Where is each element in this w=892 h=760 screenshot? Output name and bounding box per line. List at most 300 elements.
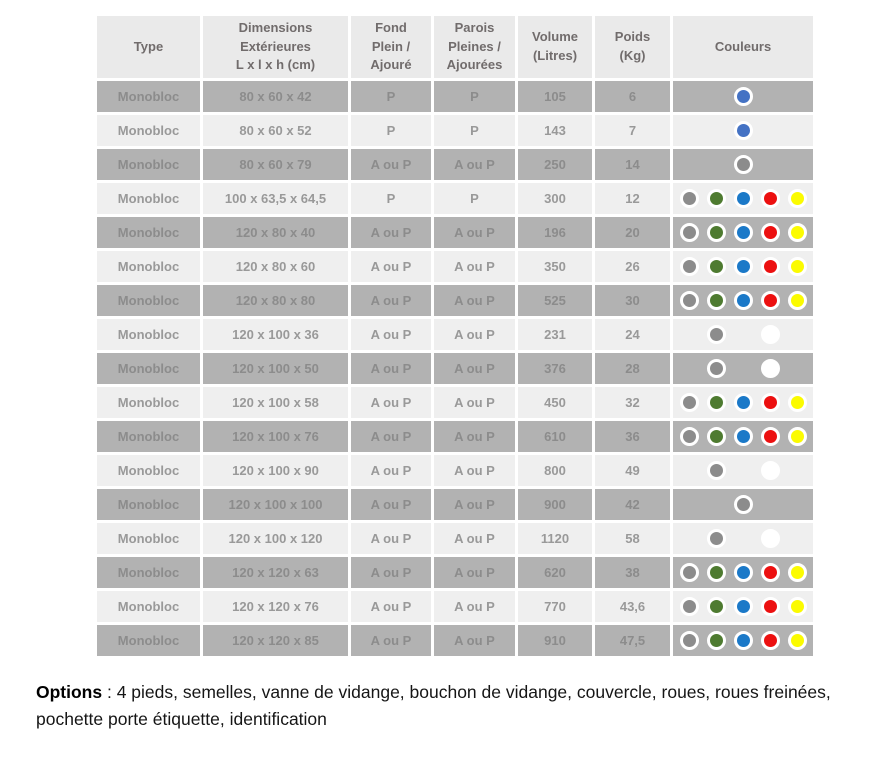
color-dot-gray-icon	[680, 393, 699, 412]
color-dots	[675, 253, 811, 280]
color-dot-blue-icon	[734, 291, 753, 310]
color-dot-slot	[703, 593, 730, 620]
cell-fond: A ou P	[351, 217, 431, 248]
color-dot-slot	[730, 185, 757, 212]
cell-dimensions: 80 x 60 x 42	[203, 81, 348, 112]
table-row	[97, 285, 813, 316]
cell-volume: 1120	[518, 523, 592, 554]
color-dot-slot	[703, 491, 730, 518]
table-row	[97, 625, 813, 656]
color-dot-yellow-icon	[788, 189, 807, 208]
color-dot-gray-icon	[680, 563, 699, 582]
cell-fond: A ou P	[351, 591, 431, 622]
header-fond: Fond Plein / Ajouré	[351, 16, 431, 78]
color-dots	[675, 627, 811, 654]
cell-poids: 58	[595, 523, 670, 554]
color-dot-slot	[757, 83, 784, 110]
cell-type: Monobloc	[97, 353, 200, 384]
color-dot-slot	[703, 185, 730, 212]
color-dot-yellow-icon	[788, 631, 807, 650]
color-dot-slot	[784, 423, 811, 450]
cell-parois: A ou P	[434, 489, 515, 520]
color-dot-slot	[703, 525, 730, 552]
cell-type: Monobloc	[97, 149, 200, 180]
color-dot-slot	[703, 151, 730, 178]
color-dot-slot	[730, 627, 757, 654]
color-dot-slot	[784, 355, 811, 382]
cell-poids: 49	[595, 455, 670, 486]
color-dot-slot	[676, 593, 703, 620]
cell-dimensions: 120 x 100 x 120	[203, 523, 348, 554]
cell-couleurs	[673, 387, 813, 418]
color-dot-yellow-icon	[788, 597, 807, 616]
header-type	[97, 16, 200, 78]
cell-poids: 30	[595, 285, 670, 316]
cell-type: Monobloc	[97, 183, 200, 214]
color-dot-slot	[784, 491, 811, 518]
color-dots	[675, 559, 811, 586]
color-dot-slot	[757, 321, 784, 348]
cell-dimensions: 80 x 60 x 52	[203, 115, 348, 146]
color-dot-slot	[757, 355, 784, 382]
color-dot-slot	[784, 253, 811, 280]
color-dot-slot	[703, 321, 730, 348]
color-dot-yellow-icon	[788, 563, 807, 582]
color-dot-slot	[676, 423, 703, 450]
color-dot-slot	[730, 457, 757, 484]
color-dot-gray-icon	[680, 631, 699, 650]
table-row	[97, 115, 813, 146]
table-row	[97, 557, 813, 588]
color-dot-gray-icon	[707, 529, 726, 548]
color-dot-slot	[757, 185, 784, 212]
color-dot-white-icon	[761, 529, 780, 548]
color-dot-slot	[676, 525, 703, 552]
color-dot-red-icon	[761, 563, 780, 582]
cell-fond: A ou P	[351, 421, 431, 452]
color-dot-yellow-icon	[788, 427, 807, 446]
cell-parois: A ou P	[434, 625, 515, 656]
color-dots	[675, 117, 811, 144]
color-dots	[675, 355, 811, 382]
color-dots	[675, 287, 811, 314]
cell-couleurs	[673, 591, 813, 622]
color-dot-slot	[784, 627, 811, 654]
color-dot-slot	[676, 321, 703, 348]
color-dot-slot	[676, 253, 703, 280]
cell-couleurs	[673, 557, 813, 588]
table-row	[97, 421, 813, 452]
color-dot-blue-icon	[734, 393, 753, 412]
cell-poids: 36	[595, 421, 670, 452]
cell-volume: 525	[518, 285, 592, 316]
color-dot-slot	[676, 627, 703, 654]
color-dot-slot	[676, 559, 703, 586]
color-dot-slot	[703, 627, 730, 654]
table-row	[97, 251, 813, 282]
color-dot-slot	[757, 559, 784, 586]
cell-type: Monobloc	[97, 591, 200, 622]
cell-volume: 300	[518, 183, 592, 214]
cell-parois: A ou P	[434, 421, 515, 452]
color-dot-gray-icon	[680, 257, 699, 276]
table-row	[97, 455, 813, 486]
options-note	[36, 679, 892, 733]
color-dot-slot	[757, 457, 784, 484]
options-note-label: Options	[36, 682, 103, 702]
color-dot-green-icon	[707, 189, 726, 208]
color-dot-slot	[757, 287, 784, 314]
cell-dimensions: 120 x 100 x 90	[203, 455, 348, 486]
color-dot-slot	[757, 593, 784, 620]
color-dots	[675, 151, 811, 178]
color-dots	[675, 457, 811, 484]
color-dot-slot	[730, 83, 757, 110]
color-dot-yellow-icon	[788, 393, 807, 412]
table-row	[97, 591, 813, 622]
color-dot-slot	[730, 253, 757, 280]
color-dot-white-icon	[761, 359, 780, 378]
color-dot-white-icon	[761, 325, 780, 344]
color-dot-slot	[730, 151, 757, 178]
color-dot-green-icon	[707, 393, 726, 412]
cell-parois: A ou P	[434, 455, 515, 486]
color-dot-slot	[784, 83, 811, 110]
color-dot-red-icon	[761, 291, 780, 310]
color-dot-slot	[784, 185, 811, 212]
cell-volume: 350	[518, 251, 592, 282]
color-dot-blue-icon	[734, 563, 753, 582]
cell-fond: A ou P	[351, 387, 431, 418]
cell-couleurs	[673, 149, 813, 180]
cell-couleurs	[673, 625, 813, 656]
color-dot-gray-icon	[734, 495, 753, 514]
color-dots	[675, 491, 811, 518]
spec-table-container	[94, 13, 892, 659]
color-dot-gray-icon	[680, 597, 699, 616]
cell-poids: 20	[595, 217, 670, 248]
cell-fond: A ou P	[351, 523, 431, 554]
cell-poids: 42	[595, 489, 670, 520]
cell-fond: P	[351, 81, 431, 112]
color-dot-blue-icon	[734, 223, 753, 242]
cell-type: Monobloc	[97, 285, 200, 316]
color-dot-blue_single-icon	[734, 121, 753, 140]
color-dot-slot	[784, 321, 811, 348]
spec-table	[94, 13, 816, 659]
cell-volume: 376	[518, 353, 592, 384]
cell-fond: P	[351, 183, 431, 214]
color-dot-slot	[757, 151, 784, 178]
color-dot-slot	[730, 593, 757, 620]
cell-dimensions: 120 x 100 x 58	[203, 387, 348, 418]
cell-parois: A ou P	[434, 591, 515, 622]
color-dot-slot	[784, 389, 811, 416]
color-dot-gray-icon	[680, 189, 699, 208]
cell-poids: 7	[595, 115, 670, 146]
cell-couleurs	[673, 319, 813, 350]
color-dot-slot	[703, 355, 730, 382]
cell-fond: A ou P	[351, 285, 431, 316]
color-dots	[675, 525, 811, 552]
color-dot-yellow-icon	[788, 257, 807, 276]
header-dimensions: Dimensions Extérieures L x l x h (cm)	[203, 16, 348, 78]
cell-volume: 800	[518, 455, 592, 486]
cell-type: Monobloc	[97, 489, 200, 520]
cell-dimensions: 120 x 100 x 50	[203, 353, 348, 384]
table-row	[97, 149, 813, 180]
table-row	[97, 217, 813, 248]
color-dot-slot	[757, 389, 784, 416]
cell-poids: 32	[595, 387, 670, 418]
color-dot-green-icon	[707, 427, 726, 446]
color-dot-gray-icon	[680, 223, 699, 242]
color-dot-green-icon	[707, 257, 726, 276]
table-row	[97, 523, 813, 554]
cell-volume: 231	[518, 319, 592, 350]
color-dot-slot	[730, 389, 757, 416]
cell-volume: 610	[518, 421, 592, 452]
color-dot-slot	[703, 423, 730, 450]
table-row	[97, 183, 813, 214]
cell-poids: 6	[595, 81, 670, 112]
cell-couleurs	[673, 251, 813, 282]
table-row	[97, 319, 813, 350]
table-row	[97, 489, 813, 520]
cell-parois: A ou P	[434, 285, 515, 316]
color-dot-slot	[703, 219, 730, 246]
color-dot-slot	[784, 117, 811, 144]
cell-fond: A ou P	[351, 149, 431, 180]
color-dot-slot	[703, 253, 730, 280]
cell-parois: A ou P	[434, 353, 515, 384]
color-dot-slot	[676, 117, 703, 144]
color-dot-slot	[676, 219, 703, 246]
cell-dimensions: 80 x 60 x 79	[203, 149, 348, 180]
cell-dimensions: 120 x 100 x 36	[203, 319, 348, 350]
color-dot-slot	[730, 423, 757, 450]
header-couleurs: Couleurs	[673, 16, 813, 78]
cell-type: Monobloc	[97, 523, 200, 554]
cell-poids: 38	[595, 557, 670, 588]
color-dot-slot	[757, 491, 784, 518]
color-dot-blue-icon	[734, 427, 753, 446]
cell-parois: P	[434, 81, 515, 112]
cell-type: Monobloc	[97, 251, 200, 282]
color-dot-blue-icon	[734, 597, 753, 616]
color-dot-blue-icon	[734, 257, 753, 276]
cell-fond: A ou P	[351, 251, 431, 282]
cell-couleurs	[673, 489, 813, 520]
cell-dimensions: 120 x 120 x 76	[203, 591, 348, 622]
cell-type: Monobloc	[97, 421, 200, 452]
color-dot-slot	[730, 321, 757, 348]
cell-type: Monobloc	[97, 625, 200, 656]
table-row	[97, 353, 813, 384]
cell-poids: 12	[595, 183, 670, 214]
cell-volume: 250	[518, 149, 592, 180]
color-dot-slot	[703, 457, 730, 484]
color-dot-slot	[784, 525, 811, 552]
cell-dimensions: 100 x 63,5 x 64,5	[203, 183, 348, 214]
header-type-label: Type	[133, 38, 164, 54]
cell-poids: 26	[595, 251, 670, 282]
color-dot-green-icon	[707, 291, 726, 310]
color-dot-blue-icon	[734, 631, 753, 650]
cell-dimensions: 120 x 80 x 60	[203, 251, 348, 282]
cell-type: Monobloc	[97, 217, 200, 248]
color-dot-slot	[757, 423, 784, 450]
color-dot-slot	[730, 491, 757, 518]
cell-type: Monobloc	[97, 455, 200, 486]
cell-parois: A ou P	[434, 217, 515, 248]
color-dot-slot	[676, 287, 703, 314]
color-dot-gray-icon	[707, 461, 726, 480]
cell-fond: A ou P	[351, 489, 431, 520]
cell-volume: 143	[518, 115, 592, 146]
cell-volume: 620	[518, 557, 592, 588]
color-dot-slot	[676, 389, 703, 416]
color-dot-red-icon	[761, 257, 780, 276]
cell-dimensions: 120 x 80 x 80	[203, 285, 348, 316]
color-dot-red-icon	[761, 427, 780, 446]
cell-fond: A ou P	[351, 625, 431, 656]
color-dot-red-icon	[761, 393, 780, 412]
cell-dimensions: 120 x 120 x 85	[203, 625, 348, 656]
cell-type: Monobloc	[97, 81, 200, 112]
color-dot-red-icon	[761, 597, 780, 616]
color-dot-slot	[784, 593, 811, 620]
color-dot-slot	[757, 219, 784, 246]
cell-poids: 47,5	[595, 625, 670, 656]
color-dot-slot	[784, 559, 811, 586]
color-dot-slot	[730, 355, 757, 382]
color-dot-gray-icon	[707, 325, 726, 344]
cell-couleurs	[673, 285, 813, 316]
cell-couleurs	[673, 81, 813, 112]
color-dot-red-icon	[761, 223, 780, 242]
color-dot-slot	[676, 151, 703, 178]
table-row	[97, 387, 813, 418]
cell-couleurs	[673, 353, 813, 384]
color-dots	[675, 185, 811, 212]
cell-dimensions: 120 x 100 x 76	[203, 421, 348, 452]
cell-poids: 14	[595, 149, 670, 180]
color-dot-slot	[676, 491, 703, 518]
color-dot-slot	[676, 185, 703, 212]
color-dot-yellow-icon	[788, 291, 807, 310]
color-dot-green-icon	[707, 597, 726, 616]
cell-parois: A ou P	[434, 387, 515, 418]
cell-volume: 450	[518, 387, 592, 418]
cell-volume: 196	[518, 217, 592, 248]
color-dot-slot	[784, 457, 811, 484]
color-dot-slot	[730, 559, 757, 586]
cell-dimensions: 120 x 120 x 63	[203, 557, 348, 588]
cell-fond: A ou P	[351, 353, 431, 384]
color-dot-green-icon	[707, 631, 726, 650]
cell-volume: 105	[518, 81, 592, 112]
color-dot-slot	[730, 219, 757, 246]
color-dot-red-icon	[761, 189, 780, 208]
color-dot-slot	[784, 287, 811, 314]
color-dot-slot	[730, 287, 757, 314]
color-dot-blue_single-icon	[734, 87, 753, 106]
color-dot-slot	[730, 117, 757, 144]
color-dot-slot	[703, 83, 730, 110]
cell-parois: P	[434, 115, 515, 146]
color-dots	[675, 83, 811, 110]
color-dot-slot	[757, 117, 784, 144]
cell-fond: P	[351, 115, 431, 146]
color-dots	[675, 423, 811, 450]
cell-dimensions: 120 x 100 x 100	[203, 489, 348, 520]
color-dot-white-icon	[761, 461, 780, 480]
color-dot-green-icon	[707, 223, 726, 242]
color-dots	[675, 219, 811, 246]
color-dot-yellow-icon	[788, 223, 807, 242]
cell-poids: 24	[595, 319, 670, 350]
table-header	[97, 16, 813, 78]
cell-parois: A ou P	[434, 523, 515, 554]
cell-fond: A ou P	[351, 319, 431, 350]
options-note-text: : 4 pieds, semelles, vanne de vidange, bouchon de vidange, couvercle, roues, roues freinées, pochette porte étiquette, identification	[36, 682, 831, 730]
header-poids: Poids (Kg)	[595, 16, 670, 78]
table-row	[97, 81, 813, 112]
header-volume: Volume (Litres)	[518, 16, 592, 78]
cell-couleurs	[673, 421, 813, 452]
color-dot-slot	[784, 151, 811, 178]
color-dot-gray-icon	[680, 427, 699, 446]
cell-poids: 43,6	[595, 591, 670, 622]
cell-type: Monobloc	[97, 115, 200, 146]
cell-parois: A ou P	[434, 319, 515, 350]
cell-parois: A ou P	[434, 251, 515, 282]
table-body	[97, 81, 813, 656]
color-dots	[675, 321, 811, 348]
cell-parois: P	[434, 183, 515, 214]
cell-parois: A ou P	[434, 557, 515, 588]
cell-type: Monobloc	[97, 557, 200, 588]
color-dot-gray-icon	[734, 155, 753, 174]
color-dot-slot	[757, 525, 784, 552]
color-dot-slot	[703, 117, 730, 144]
color-dots	[675, 389, 811, 416]
cell-parois: A ou P	[434, 149, 515, 180]
cell-volume: 910	[518, 625, 592, 656]
cell-couleurs	[673, 217, 813, 248]
cell-volume: 900	[518, 489, 592, 520]
cell-type: Monobloc	[97, 319, 200, 350]
cell-couleurs	[673, 523, 813, 554]
cell-poids: 28	[595, 353, 670, 384]
color-dot-slot	[676, 83, 703, 110]
color-dot-gray-icon	[680, 291, 699, 310]
cell-volume: 770	[518, 591, 592, 622]
cell-couleurs	[673, 115, 813, 146]
header-parois: Parois Pleines / Ajourées	[434, 16, 515, 78]
color-dot-gray-icon	[707, 359, 726, 378]
cell-couleurs	[673, 455, 813, 486]
cell-couleurs	[673, 183, 813, 214]
color-dot-blue-icon	[734, 189, 753, 208]
color-dot-slot	[730, 525, 757, 552]
color-dot-slot	[703, 559, 730, 586]
cell-fond: A ou P	[351, 455, 431, 486]
color-dot-red-icon	[761, 631, 780, 650]
color-dot-slot	[676, 457, 703, 484]
color-dot-slot	[703, 287, 730, 314]
